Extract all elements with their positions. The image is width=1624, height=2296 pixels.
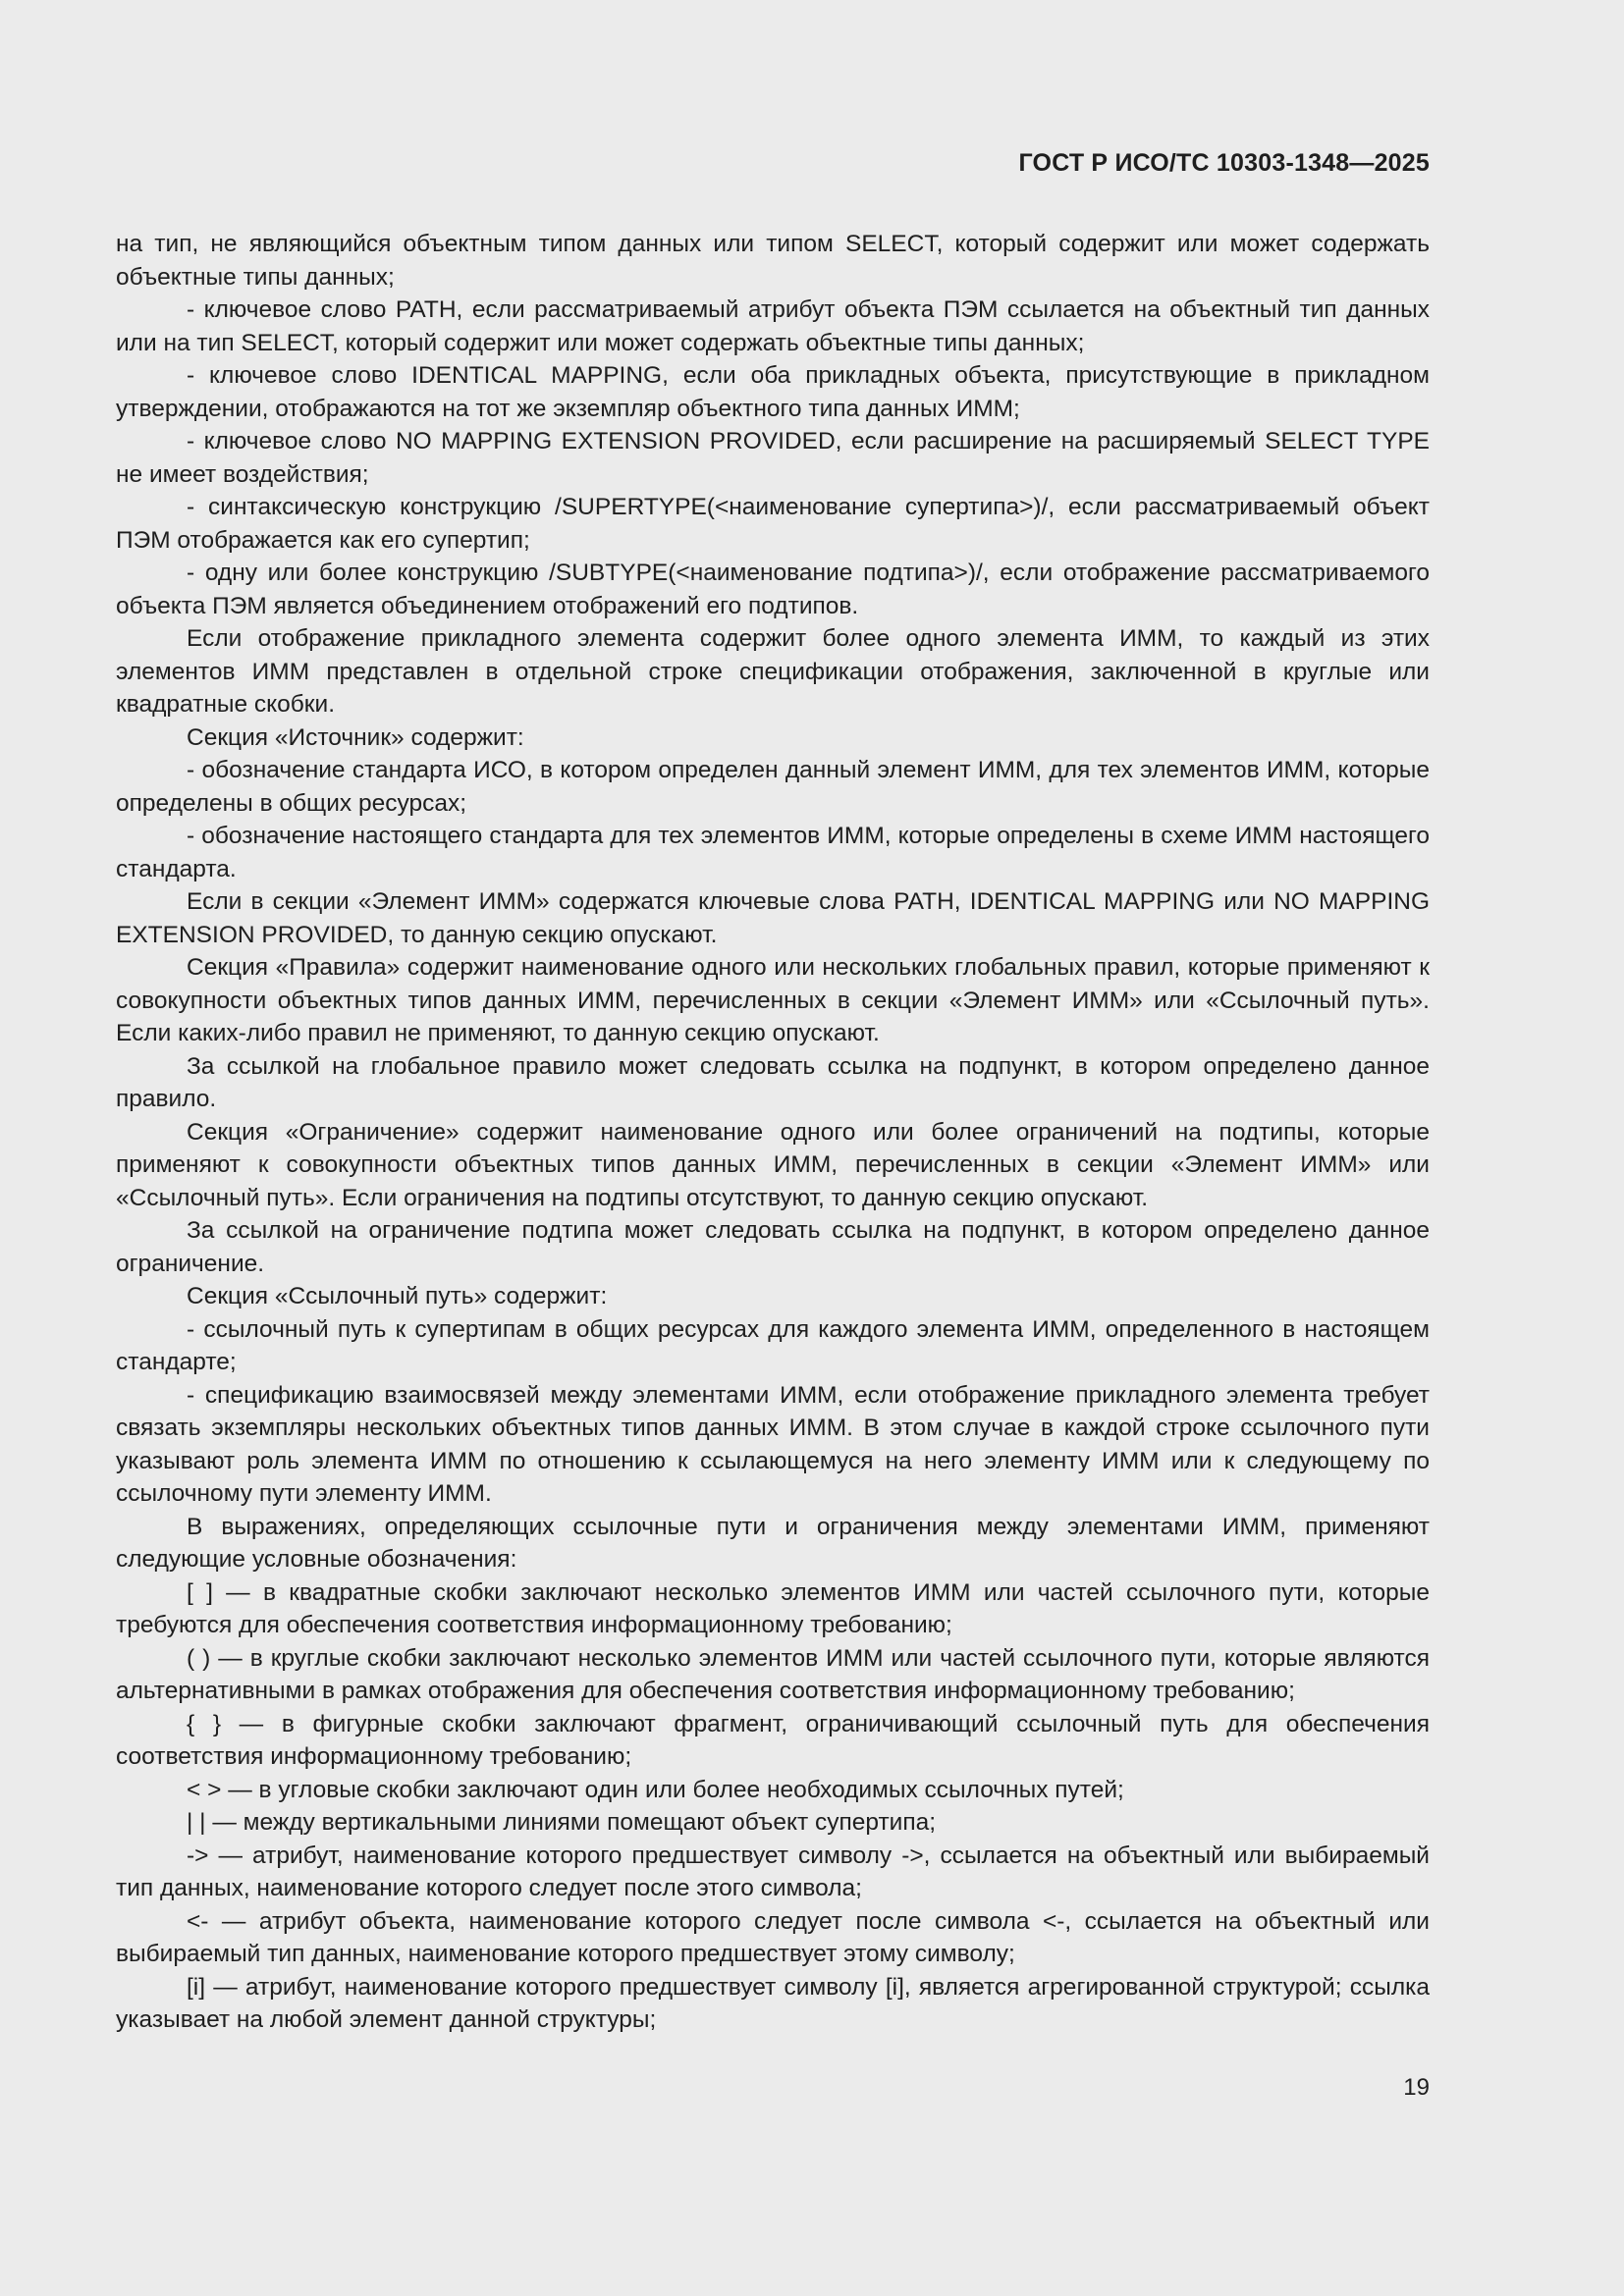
- paragraph: - спецификацию взаимосвязей между элементами ИММ, если отображение прикладного элемента требует связать экземпляры нескольких объектных типов данных ИММ. В этом случае в каждой строке ссылочного пути указывают роль элемента ИММ по отношению к ссылающемуся на него элементу ИММ или к следующему по ссылочному пути элементу ИММ.: [116, 1381, 1430, 1507]
- paragraph: - ключевое слово IDENTICAL MAPPING, если оба прикладных объекта, присутствующие в прикладном утверждении, отображаются на тот же экземпляр объектного типа данных ИММ;: [116, 362, 1430, 422]
- standard-designation: ГОСТ Р ИСО/ТС 10303-1348—2025: [1018, 149, 1430, 177]
- paragraph: За ссылкой на глобальное правило может следовать ссылка на подпункт, в котором определено данное правило.: [116, 1052, 1430, 1112]
- paragraph: - обозначение стандарта ИСО, в котором определен данный элемент ИММ, для тех элементов ИММ, которые определены в общих ресурсах;: [116, 757, 1430, 817]
- paragraph: ( ) — в круглые скобки заключают несколько элементов ИММ или частей ссылочного пути, которые являются альтернативными в рамках отображения для обеспечения соответствия информационному требованию;: [116, 1644, 1430, 1704]
- paragraph: на тип, не являющийся объектным типом данных или типом SELECT, который содержит или может содержать объектные типы данных;: [116, 231, 1430, 291]
- paragraph: [ ] — в квадратные скобки заключают несколько элементов ИММ или частей ссылочного пути, которые требуются для обеспечения соответствия информационному требованию;: [116, 1578, 1430, 1638]
- paragraph: Секция «Ссылочный путь» содержит:: [187, 1283, 608, 1309]
- paragraph: Если в секции «Элемент ИММ» содержатся ключевые слова PATH, IDENTICAL MAPPING или NO MAPPING EXTENSION PROVIDED, то данную секцию опускают.: [116, 888, 1430, 948]
- paragraph: | | — между вертикальными линиями помещают объект супертипа;: [187, 1809, 937, 1836]
- paragraph: - синтаксическую конструкцию /SUPERTYPE(<наименование супертипа>)/, если рассматриваемый объект ПЭМ отображается как его супертип;: [116, 494, 1430, 554]
- paragraph: - обозначение настоящего стандарта для тех элементов ИММ, которые определены в схеме ИММ настоящего стандарта.: [116, 823, 1430, 882]
- paragraph: - ключевое слово PATH, если рассматриваемый атрибут объекта ПЭМ ссылается на объектный тип данных или на тип SELECT, который содержит или может содержать объектные типы данных;: [116, 296, 1430, 356]
- paragraph: Секция «Ограничение» содержит наименование одного или более ограничений на подтипы, которые применяют к совокупности объектных типов данных ИММ, перечисленных в секции «Элемент ИММ» или «Ссылочный путь». Если ограничения на подтипы отсутствуют, то данную секцию опускают.: [116, 1118, 1430, 1211]
- paragraph: { } — в фигурные скобки заключают фрагмент, ограничивающий ссылочный путь для обеспечения соответствия информационному требованию;: [116, 1710, 1430, 1770]
- paragraph: Если отображение прикладного элемента содержит более одного элемента ИММ, то каждый из этих элементов ИММ представлен в отдельной строке спецификации отображения, заключенной в круглые или квадратные скобки.: [116, 625, 1430, 718]
- paragraph: - ключевое слово NO MAPPING EXTENSION PROVIDED, если расширение на расширяемый SELECT TYPE не имеет воздействия;: [116, 428, 1430, 488]
- body-text: [116, 228, 1430, 2037]
- page-number: 19: [1403, 2074, 1430, 2101]
- paragraph: - одну или более конструкцию /SUBTYPE(<наименование подтипа>)/, если отображение рассматриваемого объекта ПЭМ является объединением отображений его подтипов.: [116, 560, 1430, 619]
- paragraph: <- — атрибут объекта, наименование которого следует после символа <-, ссылается на объектный или выбираемый тип данных, наименование которого предшествует этому символу;: [116, 1907, 1430, 1967]
- paragraph: Секция «Правила» содержит наименование одного или нескольких глобальных правил, которые применяют к совокупности объектных типов данных ИММ, перечисленных в секции «Элемент ИММ» или «Ссылочный путь». Если каких-либо правил не применяют, то данную секцию опускают.: [116, 954, 1430, 1046]
- paragraph: - ссылочный путь к супертипам в общих ресурсах для каждого элемента ИММ, определенного в настоящем стандарте;: [116, 1315, 1430, 1375]
- paragraph: < > — в угловые скобки заключают один или более необходимых ссылочных путей;: [187, 1776, 1124, 1803]
- paragraph: -> — атрибут, наименование которого предшествует символу ->, ссылается на объектный или выбираемый тип данных, наименование которого следует после этого символа;: [116, 1842, 1430, 1901]
- paragraph: [i] — атрибут, наименование которого предшествует символу [i], является агрегированной структурой; ссылка указывает на любой элемент данной структуры;: [116, 1973, 1430, 2033]
- paragraph: Секция «Источник» содержит:: [187, 723, 524, 751]
- paragraph: За ссылкой на ограничение подтипа может следовать ссылка на подпункт, в котором определено данное ограничение.: [116, 1217, 1430, 1277]
- paragraph: В выражениях, определяющих ссылочные пути и ограничения между элементами ИММ, применяют следующие условные обозначения:: [116, 1513, 1430, 1573]
